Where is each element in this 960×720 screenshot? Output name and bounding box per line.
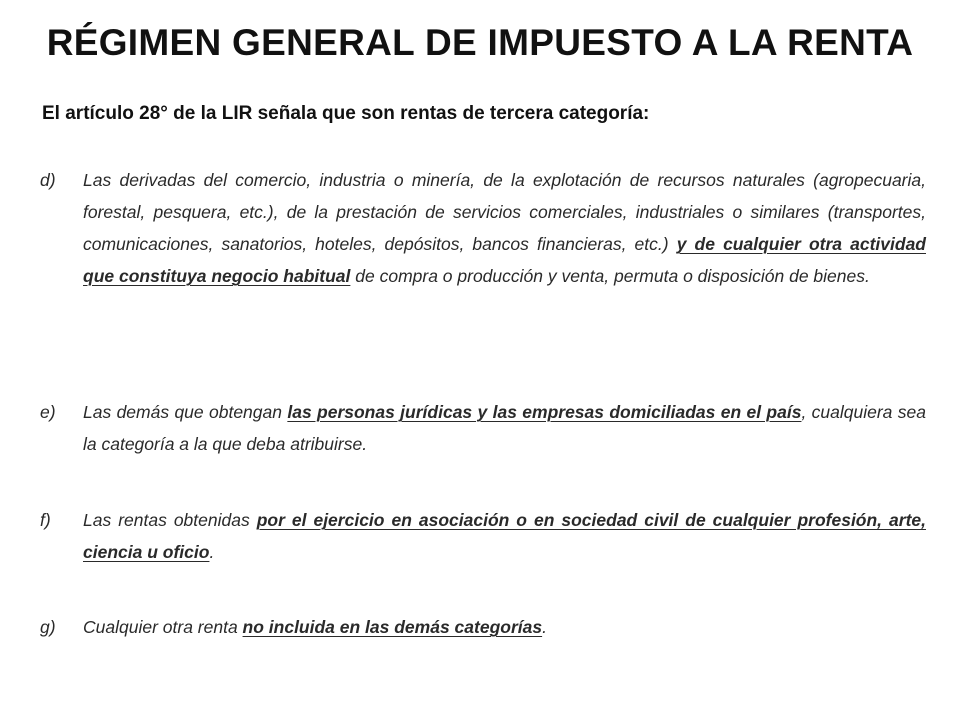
item-text: Las demás que obtengan [83, 402, 288, 422]
item-underlined-text: las personas jurídicas y las empresas domiciliadas en el país [287, 402, 802, 422]
item-body [83, 611, 926, 643]
item-underlined-text: y de cualquier otra actividad que constituya negocio habitual [83, 234, 926, 286]
list-item-f [40, 504, 926, 568]
list-item-d [40, 164, 926, 292]
list-item-g [40, 611, 926, 643]
item-body [83, 504, 926, 568]
item-text: . [542, 617, 547, 637]
item-text: de compra o producción y venta, permuta o disposición de bienes. [350, 266, 870, 286]
item-body [83, 164, 926, 292]
item-text: , cualquiera sea la categoría a la que deba atribuirse. [83, 402, 926, 454]
page-title: RÉGIMEN GENERAL DE IMPUESTO A LA RENTA [46, 22, 914, 63]
item-body [83, 396, 926, 460]
list-item-e [40, 396, 926, 460]
item-text: Cualquier otra renta [83, 617, 243, 637]
item-underlined-text: no incluida en las demás categorías [242, 617, 543, 637]
item-underlined-text: por el ejercicio en asociación o en sociedad civil de cualquier profesión, arte, ciencia u oficio [83, 510, 926, 562]
item-text: . [209, 542, 215, 562]
item-text: Las derivadas del comercio, industria o minería, de la explotación de recursos naturales (agropecuaria, forestal, pesquera, etc.), de la prestación de servicios comerciales, industriales o similares (transportes, comunicaciones, sanatorios, hoteles, depósitos, bancos financieras, etc.) [83, 170, 926, 254]
item-marker: d) [40, 170, 56, 190]
item-marker: e) [40, 402, 56, 422]
item-marker: f) [40, 510, 51, 530]
intro-text: El artículo 28° de la LIR señala que son rentas de tercera categoría: [42, 103, 650, 124]
item-text: Las rentas obtenidas [83, 510, 257, 530]
item-marker: g) [40, 617, 56, 637]
